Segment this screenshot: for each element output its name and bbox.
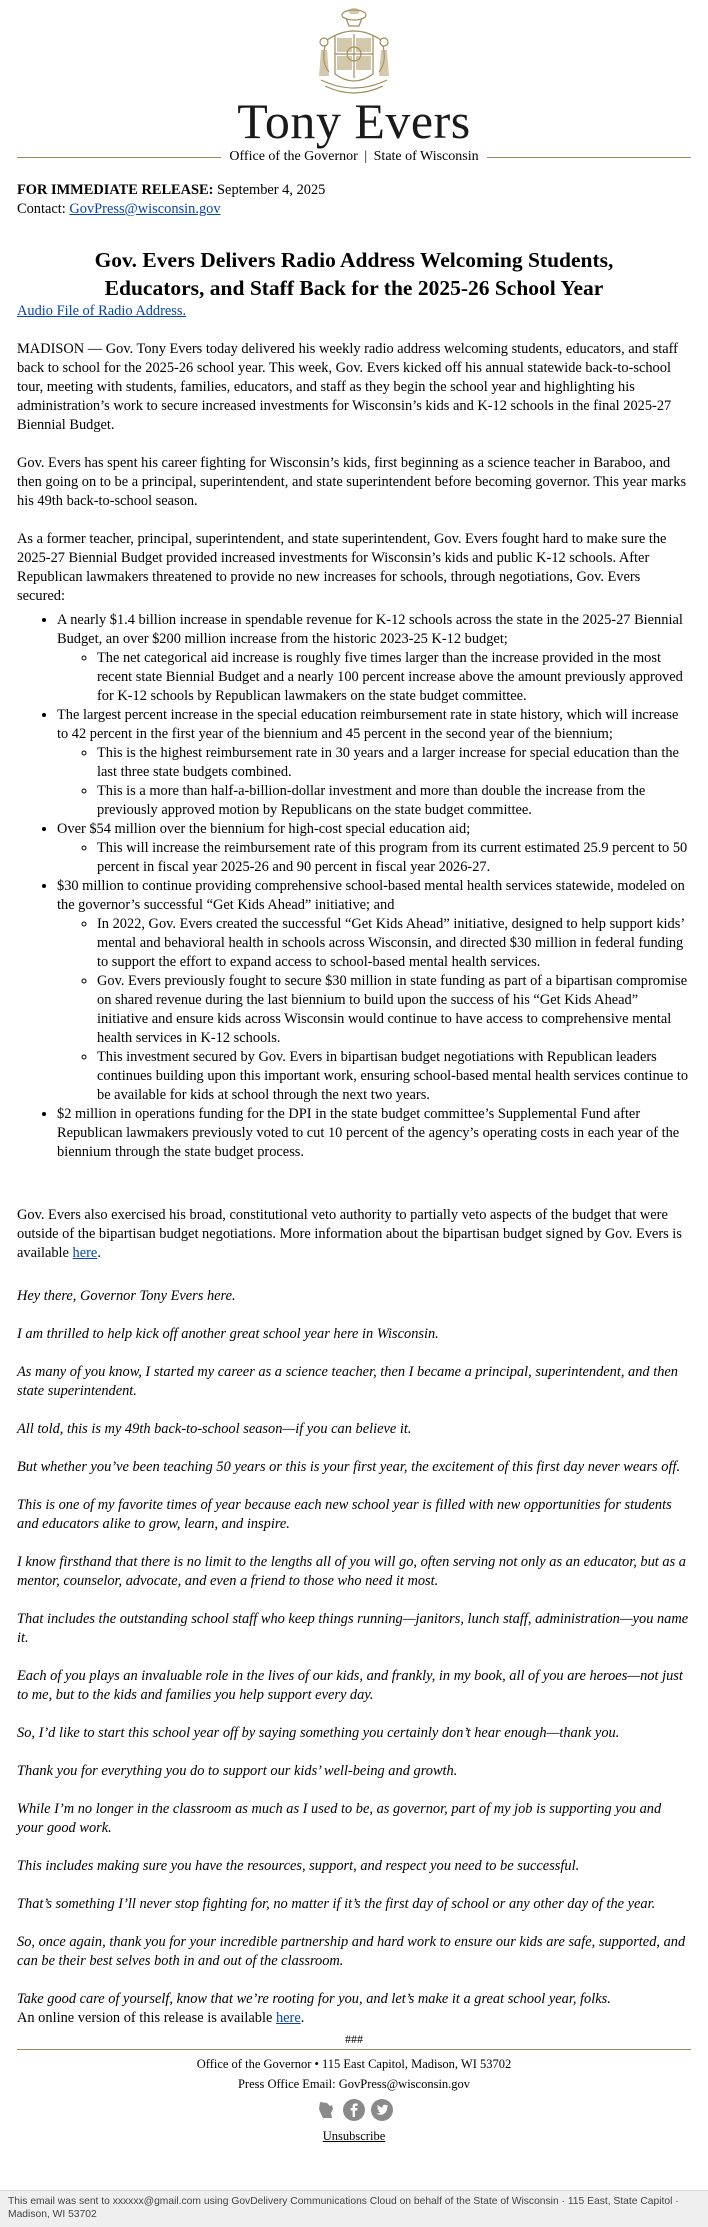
unsubscribe-link[interactable]: Unsubscribe bbox=[322, 2129, 386, 2143]
wisconsin-state-icon[interactable] bbox=[315, 2099, 337, 2121]
paragraph-veto: Gov. Evers also exercised his broad, constitutional veto authority to partially veto aspects of the budget that were outside of the bipartisan budget negotiations. More information about the bipartisan budget signed by Gov. Evers is available here. bbox=[17, 1207, 682, 1261]
list-subitem: ◦ This is the highest reimbursement rate in 30 years and a larger increase for special education than the last three state budgets combined. bbox=[97, 744, 691, 782]
subtitle-separator: | bbox=[364, 149, 368, 164]
release-label: FOR IMMEDIATE RELEASE: bbox=[17, 182, 214, 198]
footer bbox=[9, 2050, 699, 2094]
paragraph-career: Gov. Evers has spent his career fighting for Wisconsin’s kids, first beginning as a science teacher in Baraboo, and then going on to be a principal, superintendent, and state superintendent before becoming governor. This year marks his 49th back-to-school season. bbox=[17, 455, 687, 509]
release-body bbox=[9, 302, 699, 2028]
twitter-icon[interactable] bbox=[371, 2099, 393, 2121]
online-version-line: An online version of this release is available here. bbox=[17, 2010, 305, 2026]
list-item: • A nearly $1.4 billion increase in spendable revenue for K-12 schools across the state in the 2025-27 Biennial Budget, an over $200 million increase from the historic 2023-25 K-12 budget; ◦ The net categorical aid increase is roughly five times larger than the increase provided in the most recent state Biennial Budget and a nearly 100 percent increase above the amount previously approved for K-12 schools by Republican lawmakers on the state budget committee. bbox=[57, 611, 691, 706]
state-label: State of Wisconsin bbox=[373, 149, 479, 164]
office-label: Office of the Governor bbox=[229, 149, 358, 164]
paragraph-intro: MADISON — Gov. Tony Evers today delivered his weekly radio address welcoming students, educators, and staff back to school for the 2025-26 school year. This week, Gov. Evers kicked off his annual statewide back-to-school tour, meeting with students, families, educators, and staff as they begin the school year and highlighting his administration’s work to secure increased investments for Wisconsin’s kids and K-12 schools in the final 2025-27 Biennial Budget. bbox=[17, 341, 678, 433]
masthead-subtitle bbox=[221, 149, 486, 165]
transcript-paragraph: All told, this is my 49th back-to-school season—if you can believe it. bbox=[17, 1421, 412, 1437]
release-line bbox=[17, 181, 691, 200]
contact-email-link[interactable]: GovPress@wisconsin.gov bbox=[69, 201, 221, 217]
contact-line bbox=[17, 200, 691, 219]
transcript-paragraph: So, I’d like to start this school year off by saying something you certainly don’t hear enough—thank you. bbox=[17, 1725, 620, 1741]
wisconsin-seal-icon bbox=[313, 6, 395, 100]
masthead-rule bbox=[17, 149, 691, 165]
budget-list bbox=[17, 611, 691, 1162]
list-item: • The largest percent increase in the special education reimbursement rate in state history, which will increase to 42 percent in the first year of the biennium and 45 percent in the second year of the biennium; ◦ This is the highest reimbursement rate in 30 years and a larger increase for special education than the last three state budgets combined. ◦ This is a more than half-a-billion-dollar investment and more than double the increase from the previously approved motion by Republicans on the state budget committee. bbox=[57, 706, 691, 820]
transcript-paragraph: Take good care of yourself, know that we’re rooting for you, and let’s make it a great school year, folks. bbox=[17, 1991, 611, 2007]
transcript-paragraph: That includes the outstanding school staff who keep things running—janitors, lunch staff, administration—you name it. bbox=[17, 1611, 689, 1646]
transcript-paragraph: But whether you’ve been teaching 50 years or this is your first year, the excitement of this first day never wears off. bbox=[17, 1459, 681, 1475]
release-meta bbox=[9, 165, 699, 219]
transcript-paragraph: So, once again, thank you for your incredible partnership and hard work to ensure our kids are safe, supported, and can be their best selves both in and out of the classroom. bbox=[17, 1934, 686, 1969]
transcript-paragraph: Each of you plays an invaluable role in the lives of our kids, and frankly, in my book, all of you are heroes—not just to me, but to the kids and families you help support every day. bbox=[17, 1668, 683, 1703]
list-item: • Over $54 million over the biennium for high-cost special education aid; ◦ This will increase the reimbursement rate of this program from its current estimated 25.9 percent to 50 percent in fiscal year 2025-26 and 90 percent in fiscal year 2026-27. bbox=[57, 820, 691, 877]
transcript-paragraph: I know firsthand that there is no limit to the lengths all of you will go, often serving not only as an educator, but as a mentor, counselor, advocate, and even a friend to those who need it most. bbox=[17, 1554, 686, 1589]
end-mark: ### bbox=[345, 2032, 363, 2046]
list-subitem: ◦ Gov. Evers previously fought to secure $30 million in state funding as part of a bipartisan compromise on shared revenue during the last biennium to build upon the success of his “Get Kids Ahead” initiative and ensure kids across Wisconsin would continue to have access to comprehensive mental health services in K-12 schools. bbox=[97, 972, 691, 1048]
list-item: • $2 million in operations funding for the DPI in the state budget committee’s Supplemental Fund after Republican lawmakers previously voted to cut 10 percent of the agency’s operating costs in each year of the biennium through the state budget process. bbox=[57, 1105, 691, 1162]
paragraph-secured: As a former teacher, principal, superintendent, and state superintendent, Gov. Evers fought hard to make sure the 2025-27 Biennial Budget provided increased investments for Wisconsin’s kids and public K-12 schools. After Republican lawmakers threatened to provide no new increases for schools, through negotiations, Gov. Evers secured: bbox=[17, 531, 667, 604]
headline: Gov. Evers Delivers Radio Address Welcoming Students, Educators, and Staff Back for the 2025-26 School Year bbox=[94, 248, 614, 300]
footer-press-email: Press Office Email: GovPress@wisconsin.gov bbox=[237, 2077, 471, 2091]
audio-file-link[interactable]: Audio File of Radio Address. bbox=[17, 303, 187, 319]
transcript-paragraph: As many of you know, I started my career as a science teacher, then I became a principal, superintendent, and then state superintendent. bbox=[17, 1364, 679, 1399]
facebook-icon[interactable] bbox=[343, 2099, 365, 2121]
list-subitem: ◦ In 2022, Gov. Evers created the successful “Get Kids Ahead” initiative, designed to help support kids’ mental and behavioral health in schools across Wisconsin, and directed $30 million in federal funding to support the effort to expand access to school-based mental health services. bbox=[97, 915, 691, 972]
list-item: • $30 million to continue providing comprehensive school-based mental health services statewide, modeled on the governor’s successful “Get Kids Ahead” initiative; and ◦ In 2022, Gov. Evers created the successful “Get Kids Ahead” initiative, designed to help support kids’ mental and behavioral health in schools across Wisconsin, and directed $30 million in federal funding to support the effort to expand access to school-based mental health services. ◦ Gov. Evers previously fought to secure $30 million in state funding as part of a bipartisan compromise on shared revenue during the last biennium to build upon the success of his “Get Kids Ahead” initiative and ensure kids across Wisconsin would continue to have access to comprehensive mental health services in K-12 schools. ◦ This investment secured by Gov. Evers in bipartisan budget negotiations with Republican leaders continues building upon this important work, ensuring school-based mental health services continue to be available for kids at school through the next two years. bbox=[57, 877, 691, 1105]
govdelivery-footer: This email was sent to xxxxxx@gmail.com using GovDelivery Communications Cloud on behalf of the State of Wisconsin · 115 East, State Capitol · Madison, WI 53702 bbox=[0, 2190, 708, 2227]
release-date: September 4, 2025 bbox=[217, 182, 326, 198]
radio-address-transcript bbox=[17, 1287, 691, 2009]
list-subitem: ◦ This is a more than half-a-billion-dollar investment and more than double the increase from the previously approved motion by Republicans on the state budget committee. bbox=[97, 782, 691, 820]
online-version-link[interactable]: here bbox=[275, 2010, 301, 2026]
transcript-paragraph: This includes making sure you have the resources, support, and respect you need to be successful. bbox=[17, 1858, 580, 1874]
contact-label: Contact: bbox=[17, 201, 66, 217]
footer-address: Office of the Governor • 115 East Capitol, Madison, WI 53702 bbox=[196, 2057, 512, 2071]
transcript-paragraph: Thank you for everything you do to support our kids’ well-being and growth. bbox=[17, 1763, 458, 1779]
masthead bbox=[9, 0, 699, 165]
list-subitem: ◦ This investment secured by Gov. Evers in bipartisan budget negotiations with Republican leaders continues building upon this important work, ensuring school-based mental health services continue to be available for kids at school through the next two years. bbox=[97, 1048, 691, 1105]
budget-info-link[interactable]: here bbox=[72, 1245, 98, 1261]
list-subitem: ◦ This will increase the reimbursement rate of this program from its current estimated 25.9 percent to 50 percent in fiscal year 2025-26 and 90 percent in fiscal year 2026-27. bbox=[97, 839, 691, 877]
transcript-paragraph: This is one of my favorite times of year because each new school year is filled with new opportunities for students and educators alike to grow, learn, and inspire. bbox=[17, 1497, 672, 1532]
list-subitem: ◦ The net categorical aid increase is roughly five times larger than the increase provided in the most recent state Biennial Budget and a nearly 100 percent increase above the amount previously approved for K-12 schools by Republican lawmakers on the state budget committee. bbox=[97, 649, 691, 706]
transcript-paragraph: Hey there, Governor Tony Evers here. bbox=[17, 1288, 236, 1304]
transcript-paragraph: While I’m no longer in the classroom as much as I used to be, as governor, part of my job is supporting you and your good work. bbox=[17, 1801, 662, 1836]
governor-name: Tony Evers bbox=[237, 93, 471, 149]
social-links bbox=[9, 2099, 699, 2121]
transcript-paragraph: That’s something I’ll never stop fighting for, no matter if it’s the first day of school or any other day of the year. bbox=[17, 1896, 656, 1912]
transcript-paragraph: I am thrilled to help kick off another great school year here in Wisconsin. bbox=[17, 1326, 439, 1342]
